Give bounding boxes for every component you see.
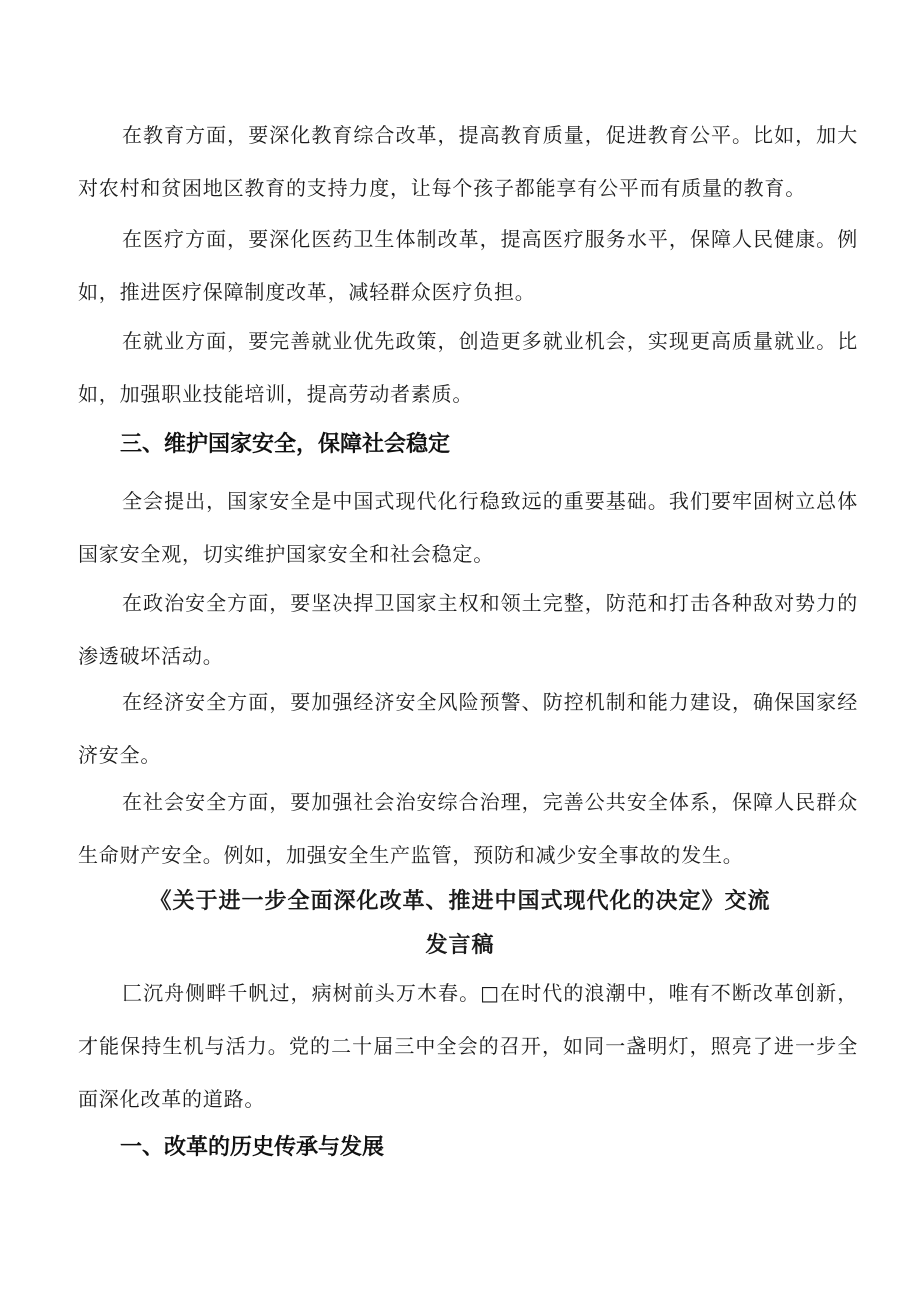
document-title-line1: 《关于进一步全面深化改革、推进中国式现代化的决定》交流 xyxy=(149,888,771,914)
paragraph-political-security: 在政治安全方面，要坚决捍卫国家主权和领土完整，防范和打击各种敌对势力的渗透破坏活动。 xyxy=(78,591,858,668)
paragraph-security-intro: 全会提出，国家安全是中国式现代化行稳致远的重要基础。我们要牢固树立总体国家安全观，切实维护国家安全和社会稳定。 xyxy=(78,489,858,566)
paragraph-education: 在教育方面，要深化教育综合改革，提高教育质量，促进教育公平。比如，加大对农村和贫困地区教育的支持力度，让每个孩子都能享有公平而有质量的教育。 xyxy=(78,123,858,200)
paragraph-economic-security: 在经济安全方面，要加强经济安全风险预警、防控机制和能力建设，确保国家经济安全。 xyxy=(78,690,858,767)
section-heading-history: 一、改革的历史传承与发展 xyxy=(120,1135,385,1160)
paragraph-social-security: 在社会安全方面，要加强社会治安综合治理，完善公共安全体系，保障人民群众生命财产安全。例如，加强安全生产监管，预防和减少安全事故的发生。 xyxy=(78,790,858,867)
paragraph-healthcare: 在医疗方面，要深化医药卫生体制改革，提高医疗服务水平，保障人民健康。例如，推进医疗保障制度改革，减轻群众医疗负担。 xyxy=(78,227,858,304)
paragraph-employment: 在就业方面，要完善就业优先政策，创造更多就业机会，实现更高质量就业。比如，加强职业技能培训，提高劳动者素质。 xyxy=(78,329,858,406)
paragraph-intro: 匚沉舟侧畔千帆过，病树前头万木春。□在时代的浪潮中，唯有不断改革创新，才能保持生机与活力。党的二十届三中全会的召开，如同一盏明灯，照亮了进一步全面深化改革的道路。 xyxy=(78,981,858,1111)
document-title-line2: 发言稿 xyxy=(425,932,495,958)
section-heading-security: 三、维护国家安全，保障社会稳定 xyxy=(120,432,451,457)
